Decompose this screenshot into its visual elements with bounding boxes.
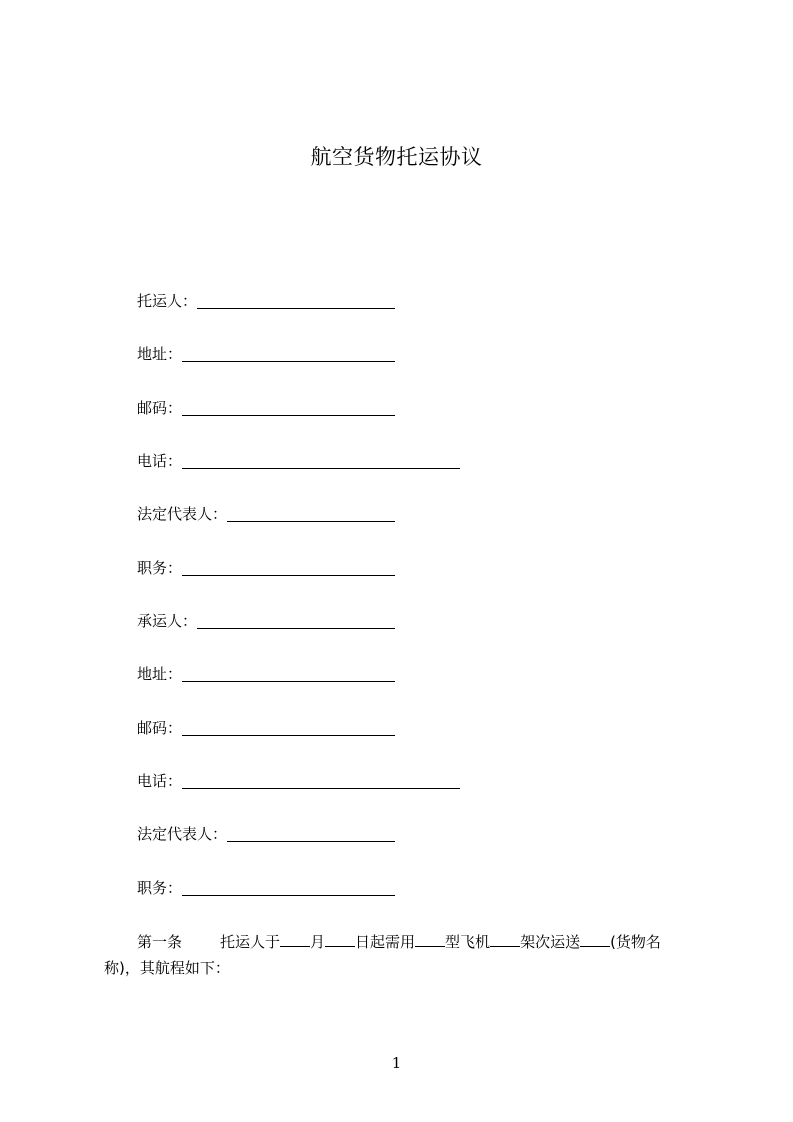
fill-blank-aircraft-type[interactable] [415,932,445,947]
page-number: 1 [391,1054,402,1072]
clause-text: 型飞机 [445,933,491,951]
clause-text: 托运人于 [220,933,281,951]
clause-line-2: 称)，其航程如下： [104,959,230,977]
field-shipper-phone [137,451,460,471]
clause-one [104,929,709,981]
field-carrier [137,611,395,631]
fill-blank[interactable] [182,879,395,896]
fill-blank[interactable] [227,505,395,522]
field-carrier-address [137,664,395,684]
field-label: 电话： [137,772,183,790]
field-shipper-postcode [137,398,395,418]
fill-blank[interactable] [197,292,395,309]
field-label: 地址： [137,345,183,363]
field-carrier-legal-rep [137,824,395,844]
field-label: 托运人： [137,292,198,310]
field-shipper-address [137,344,395,364]
field-label: 邮码： [137,719,183,737]
field-label: 电话： [137,452,183,470]
fill-blank[interactable] [182,772,460,789]
field-carrier-position [137,878,395,898]
fill-blank-month[interactable] [280,932,310,947]
field-shipper-position [137,558,395,578]
fill-blank[interactable] [182,345,395,362]
fill-blank[interactable] [197,612,395,629]
document-title: 航空货物托运协议 [310,145,483,169]
fill-blank[interactable] [182,452,460,469]
fill-blank-day[interactable] [325,932,355,947]
field-label: 地址： [137,665,183,683]
field-shipper [137,291,395,311]
clause-text: 日起需用 [355,933,416,951]
fill-blank[interactable] [227,825,395,842]
clause-text: 月 [310,933,326,951]
clause-line-1 [104,929,709,955]
field-label: 法定代表人： [137,505,228,523]
clause-text: 架次运送 [520,933,581,951]
field-label: 法定代表人： [137,825,228,843]
field-label: 职务： [137,879,183,897]
clause-text: (货物名 [610,933,661,951]
fill-blank[interactable] [182,559,395,576]
field-shipper-legal-rep [137,504,395,524]
field-label: 职务： [137,559,183,577]
fill-blank-flight-count[interactable] [490,932,520,947]
field-label: 邮码： [137,399,183,417]
fill-blank[interactable] [182,665,395,682]
fill-blank-cargo[interactable] [580,932,610,947]
fill-blank[interactable] [182,719,395,736]
field-carrier-postcode [137,718,395,738]
field-carrier-phone [137,771,460,791]
field-label: 承运人： [137,612,198,630]
clause-number: 第一条 [137,933,183,951]
fill-blank[interactable] [182,399,395,416]
